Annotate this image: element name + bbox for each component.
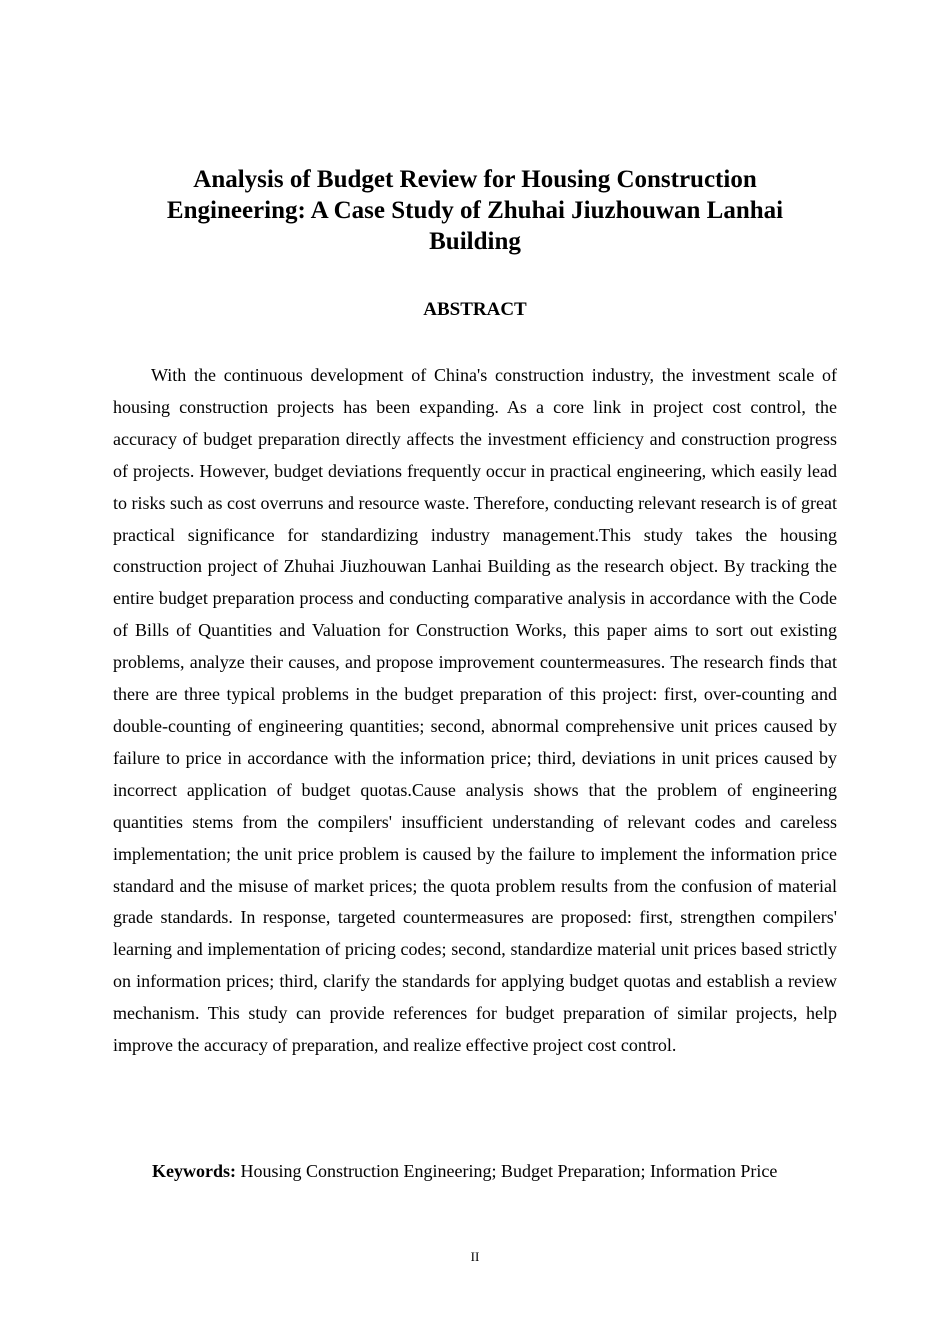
title-line: Building — [429, 228, 521, 255]
keywords-line — [152, 1158, 842, 1184]
keywords-label: Keywords: — [152, 1161, 236, 1181]
keywords-text: Housing Construction Engineering; Budget Preparation; Information Price — [240, 1161, 778, 1181]
abstract-heading: ABSTRACT — [423, 299, 527, 320]
title-line: Analysis of Budget Review for Housing Construction — [193, 166, 757, 193]
paper-title — [140, 164, 810, 257]
abstract-body: With the continuous development of China's construction industry, the investment scale of housing construction projects has been expanding. As a core link in project cost control, the accuracy of budget preparation directly affects the investment efficiency and construction progress of projects. However, budget deviations frequently occur in practical engineering, which easily lead to risks such as cost overruns and resource waste. Therefore, conducting relevant research is of great practical significance for standardizing industry management.This study takes the housing construction project of Zhuhai Jiuzhouwan Lanhai Building as the research object. By tracking the entire budget preparation process and conducting comparative analysis in accordance with the Code of Bills of Quantities and Valuation for Construction Works, this paper aims to sort out existing problems, analyze their causes, and propose improvement countermeasures. The research finds that there are three typical problems in the budget preparation of this project: first, over-counting and double-counting of engineering quantities; second, abnormal comprehensive unit prices caused by failure to price in accordance with the information price; third, deviations in unit prices caused by incorrect application of budget quotas.Cause analysis shows that the problem of engineering quantities stems from the compilers' insufficient understanding of relevant codes and careless implementation; the unit price problem is caused by the failure to implement the information price standard and the misuse of market prices; the quota problem results from the confusion of material grade standards. In response, targeted countermeasures are proposed: first, strengthen compilers' learning and implementation of pricing codes; second, standardize material unit prices based strictly on information prices; third, clarify the standards for applying budget quotas and establish a review mechanism. This study can provide references for budget preparation of similar projects, help improve the accuracy of preparation, and realize effective project cost control. — [113, 365, 837, 1056]
title-line: Engineering: A Case Study of Zhuhai Jiuzhouwan Lanhai — [166, 197, 784, 224]
page-number: II — [470, 1249, 480, 1264]
